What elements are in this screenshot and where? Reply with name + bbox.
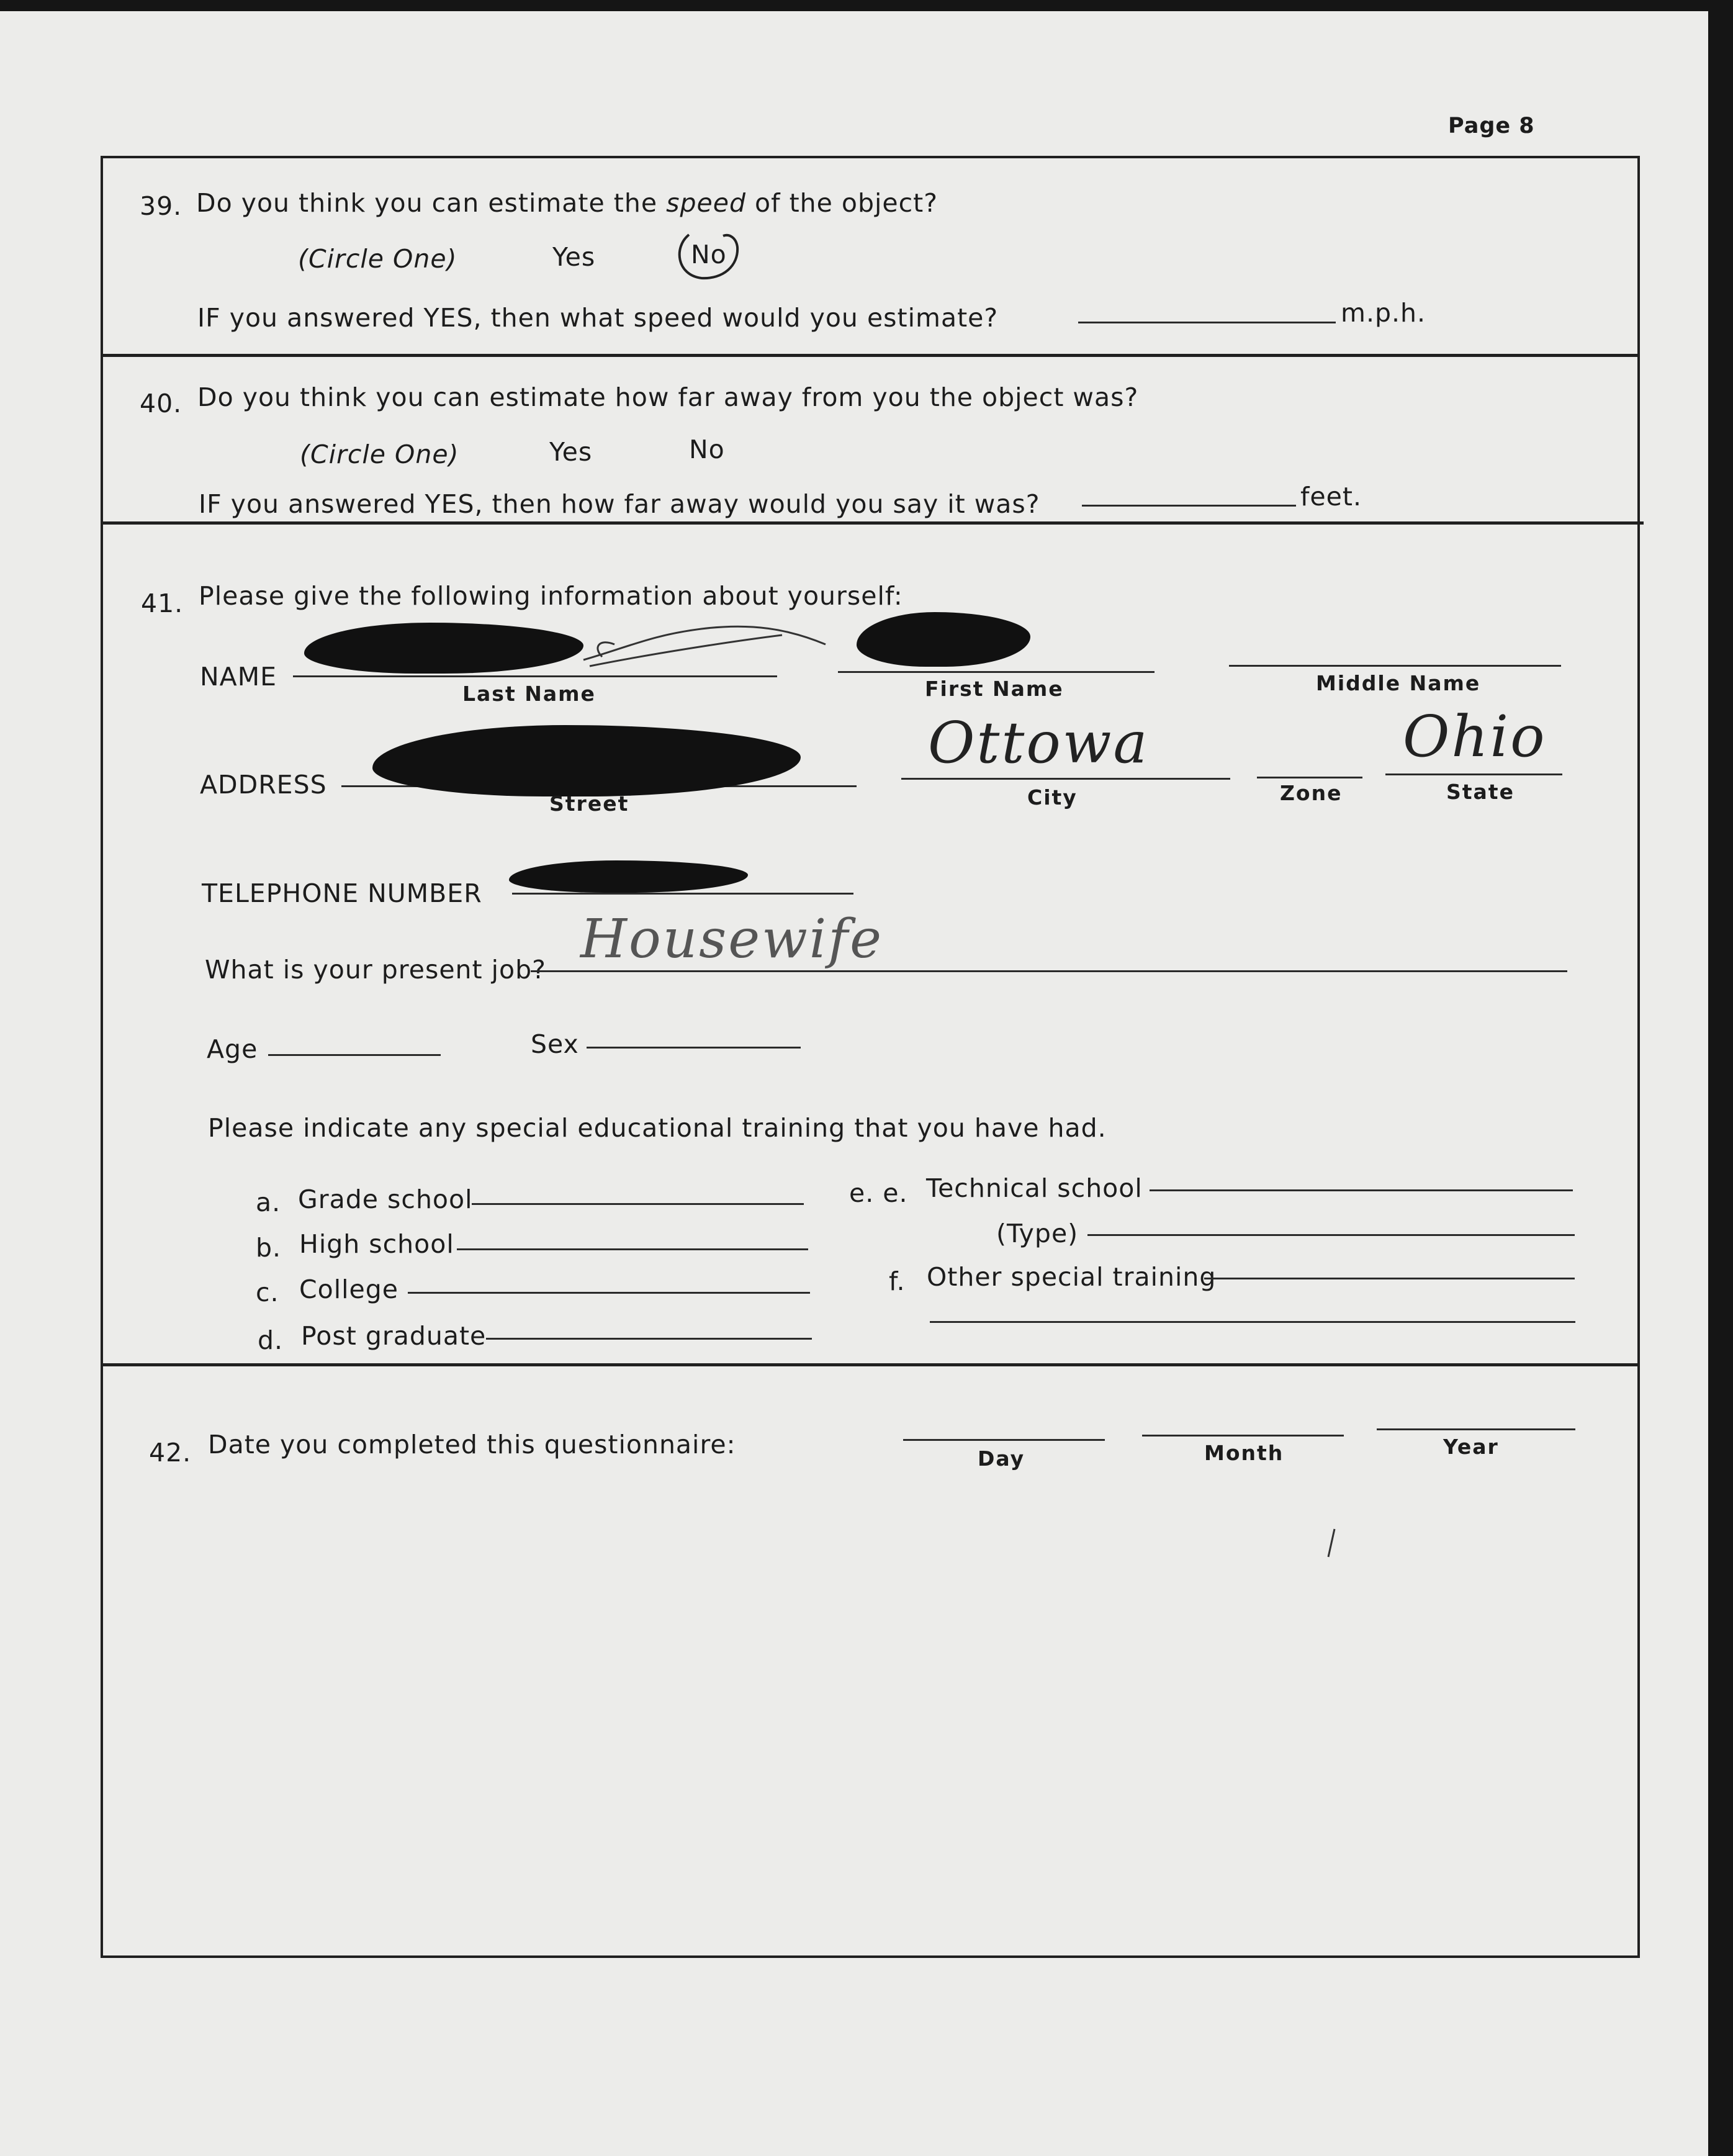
edu-d-field[interactable] xyxy=(486,1338,812,1340)
year-field[interactable] xyxy=(1377,1428,1575,1430)
q40-question: Do you think you can estimate how far away from you the object was? xyxy=(197,382,1139,412)
edu-c-label: College xyxy=(299,1274,398,1304)
name-label: NAME xyxy=(200,662,277,692)
q40-yes-option[interactable]: Yes xyxy=(549,437,593,467)
telephone-label: TELEPHONE NUMBER xyxy=(202,878,482,908)
city-handwriting: Ottowa xyxy=(928,710,1150,776)
city-field[interactable] xyxy=(901,778,1230,780)
divider-39-40 xyxy=(101,354,1640,357)
day-caption: Day xyxy=(978,1446,1025,1471)
q41-question: Please give the following information about yourself: xyxy=(199,581,903,611)
q39-no-option[interactable]: No xyxy=(691,240,727,269)
q39-question xyxy=(196,188,938,218)
state-handwriting: Ohio xyxy=(1403,703,1547,770)
edu-e-label: Technical school xyxy=(926,1173,1143,1203)
edu-f-label: Other special training xyxy=(927,1262,1217,1292)
edu-a-letter: a. xyxy=(256,1188,281,1217)
first-name-field[interactable] xyxy=(838,671,1155,673)
q39-question-em: speed xyxy=(666,188,746,218)
q40-circle-one: (Circle One) xyxy=(300,440,459,469)
street-caption: Street xyxy=(549,792,629,816)
q40-distance-blank[interactable] xyxy=(1082,505,1296,507)
q39-yes-option[interactable]: Yes xyxy=(552,242,596,272)
q39-no-circle-mark xyxy=(664,222,751,291)
age-field[interactable] xyxy=(268,1054,441,1056)
q39-unit: m.p.h. xyxy=(1341,298,1426,328)
zone-caption: Zone xyxy=(1280,781,1343,805)
q39-question-b: of the object? xyxy=(755,188,939,218)
edu-d-label: Post graduate xyxy=(301,1321,487,1351)
q42-question: Date you completed this questionnaire: xyxy=(208,1430,736,1459)
stray-pen-mark xyxy=(1322,1526,1341,1563)
questionnaire-page xyxy=(0,11,1708,2156)
q39-followup: IF you answered YES, then what speed would you estimate? xyxy=(197,303,999,333)
middle-name-caption: Middle Name xyxy=(1316,671,1481,695)
job-field[interactable] xyxy=(531,970,1567,972)
edu-d-letter: d. xyxy=(258,1325,284,1355)
edu-e-type-label: (Type) xyxy=(996,1219,1079,1248)
year-caption: Year xyxy=(1443,1435,1499,1459)
state-caption: State xyxy=(1446,780,1515,804)
divider-41-42 xyxy=(101,1363,1640,1366)
q40-followup: IF you answered YES, then how far away would you say it was? xyxy=(199,489,1040,519)
city-caption: City xyxy=(1027,785,1078,810)
sex-field[interactable] xyxy=(587,1047,801,1049)
edu-b-label: High school xyxy=(299,1229,454,1259)
q41-number: 41. xyxy=(141,589,184,618)
q39-question-a: Do you think you can estimate the xyxy=(196,188,658,218)
form-frame xyxy=(101,156,1640,1958)
last-name-caption: Last Name xyxy=(462,682,596,706)
q39-circle-one: (Circle One) xyxy=(298,244,457,274)
month-field[interactable] xyxy=(1142,1435,1344,1437)
job-label: What is your present job? xyxy=(205,955,546,985)
state-field[interactable] xyxy=(1385,774,1562,775)
telephone-field[interactable] xyxy=(512,893,853,895)
q40-number: 40. xyxy=(140,389,182,418)
edu-a-label: Grade school xyxy=(298,1184,473,1214)
page-number: Page 8 xyxy=(1448,114,1535,138)
middle-name-field[interactable] xyxy=(1229,665,1561,667)
edu-c-field[interactable] xyxy=(408,1292,810,1294)
edu-a-field[interactable] xyxy=(472,1203,804,1205)
job-handwriting: Housewife xyxy=(580,908,884,970)
edu-b-field[interactable] xyxy=(457,1248,808,1250)
education-prompt: Please indicate any special educational training that you have had. xyxy=(208,1113,1107,1143)
edu-f-field[interactable] xyxy=(1204,1278,1575,1279)
day-field[interactable] xyxy=(903,1439,1105,1441)
q39-speed-blank[interactable] xyxy=(1078,322,1336,323)
q40-no-option[interactable]: No xyxy=(689,435,725,464)
edu-e-type-field[interactable] xyxy=(1087,1234,1575,1236)
month-caption: Month xyxy=(1204,1441,1284,1465)
edu-f-letter: f. xyxy=(889,1266,906,1296)
q39-number: 39. xyxy=(140,191,182,221)
name-pen-scribble xyxy=(577,610,844,679)
age-label: Age xyxy=(207,1034,258,1064)
q40-unit: feet. xyxy=(1300,482,1362,512)
q42-number: 42. xyxy=(149,1438,192,1468)
zone-field[interactable] xyxy=(1257,777,1362,778)
edu-e-letter: e. e. xyxy=(849,1178,908,1208)
edu-c-letter: c. xyxy=(256,1278,279,1307)
first-name-caption: First Name xyxy=(925,677,1064,701)
sex-label: Sex xyxy=(531,1029,579,1059)
divider-40-41 xyxy=(101,521,1644,525)
address-label: ADDRESS xyxy=(200,770,327,800)
edu-b-letter: b. xyxy=(256,1233,282,1263)
edu-f-extra-field[interactable] xyxy=(930,1321,1575,1323)
edu-e-field[interactable] xyxy=(1150,1189,1573,1191)
